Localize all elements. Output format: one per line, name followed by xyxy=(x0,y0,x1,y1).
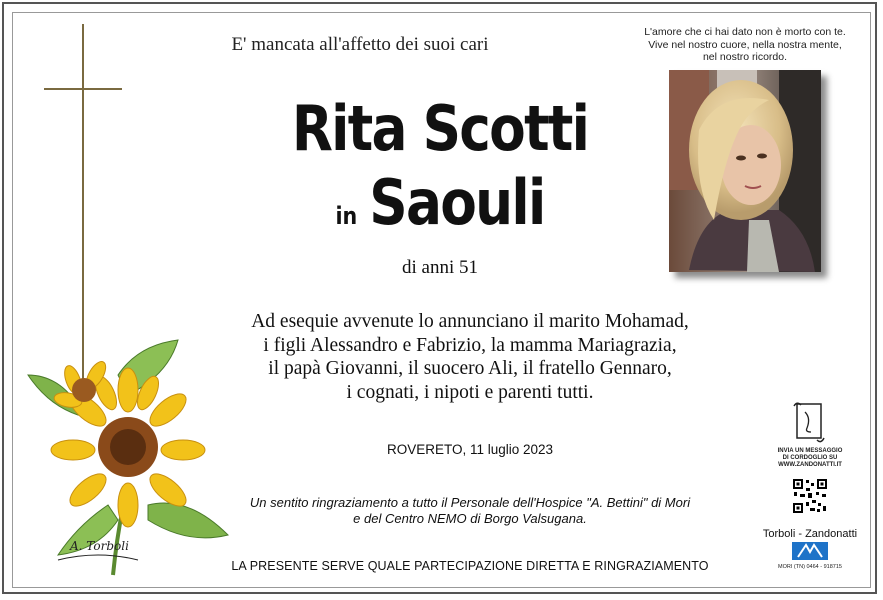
married-surname: Saouli xyxy=(369,166,545,239)
married-name xyxy=(182,166,698,239)
sunflower-illustration xyxy=(18,335,238,580)
qr-code-icon[interactable] xyxy=(792,478,828,514)
contact-info: MORI (TN) 0464 - 918715 xyxy=(778,564,842,570)
portrait-photo xyxy=(669,70,821,272)
thanks-line: e del Centro NEMO di Borgo Valsugana. xyxy=(353,511,587,526)
announcement-line: il papà Giovanni, il suocero Ali, il fratello Gennaro, xyxy=(268,358,672,379)
deceased-name: Rita Scotti xyxy=(291,92,589,165)
quote-line: L'amore che ci hai dato non è morto con te. xyxy=(644,26,846,38)
artist-signature: A. Torboli xyxy=(70,539,129,553)
announcement-line: i cognati, i nipoti e parenti tutti. xyxy=(346,381,594,403)
condolence-line: INVIA UN MESSAGGIO xyxy=(777,448,843,454)
cross-bar xyxy=(44,88,122,90)
thanks-text xyxy=(190,495,750,527)
announcement-line: Ad esequie avvenute lo annunciano il marito Mohamad, xyxy=(251,311,689,332)
condolence-note xyxy=(760,448,860,469)
brand-name: Torboli - Zandonatti xyxy=(762,528,858,540)
quote-line: nel nostro ricordo. xyxy=(702,51,788,63)
place-date: ROVERETO, 11 luglio 2023 xyxy=(386,442,554,457)
announcement-text xyxy=(200,310,740,404)
brand-logo xyxy=(792,542,828,560)
quote-line: Vive nel nostro cuore, nella nostra mente, xyxy=(648,38,842,51)
intro-text: E' mancata all'affetto dei suoi cari xyxy=(231,34,489,55)
quote-text xyxy=(630,26,860,64)
age-text: di anni 51 xyxy=(402,257,478,278)
scroll-icon xyxy=(791,400,827,444)
married-prefix: in xyxy=(335,202,358,230)
condolence-line: WWW.ZANDONATTI.IT xyxy=(778,462,842,468)
thanks-line: Un sentito ringraziamento a tutto il Personale dell'Hospice "A. Bettini" di Mori xyxy=(249,495,691,510)
condolence-line: DI CORDOGLIO SU xyxy=(782,455,838,461)
footer-text: LA PRESENTE SERVE QUALE PARTECIPAZIONE DIRETTA E RINGRAZIAMENTO xyxy=(231,559,709,573)
announcement-line: i figli Alessandro e Fabrizio, la mamma Mariagrazia, xyxy=(263,334,677,356)
